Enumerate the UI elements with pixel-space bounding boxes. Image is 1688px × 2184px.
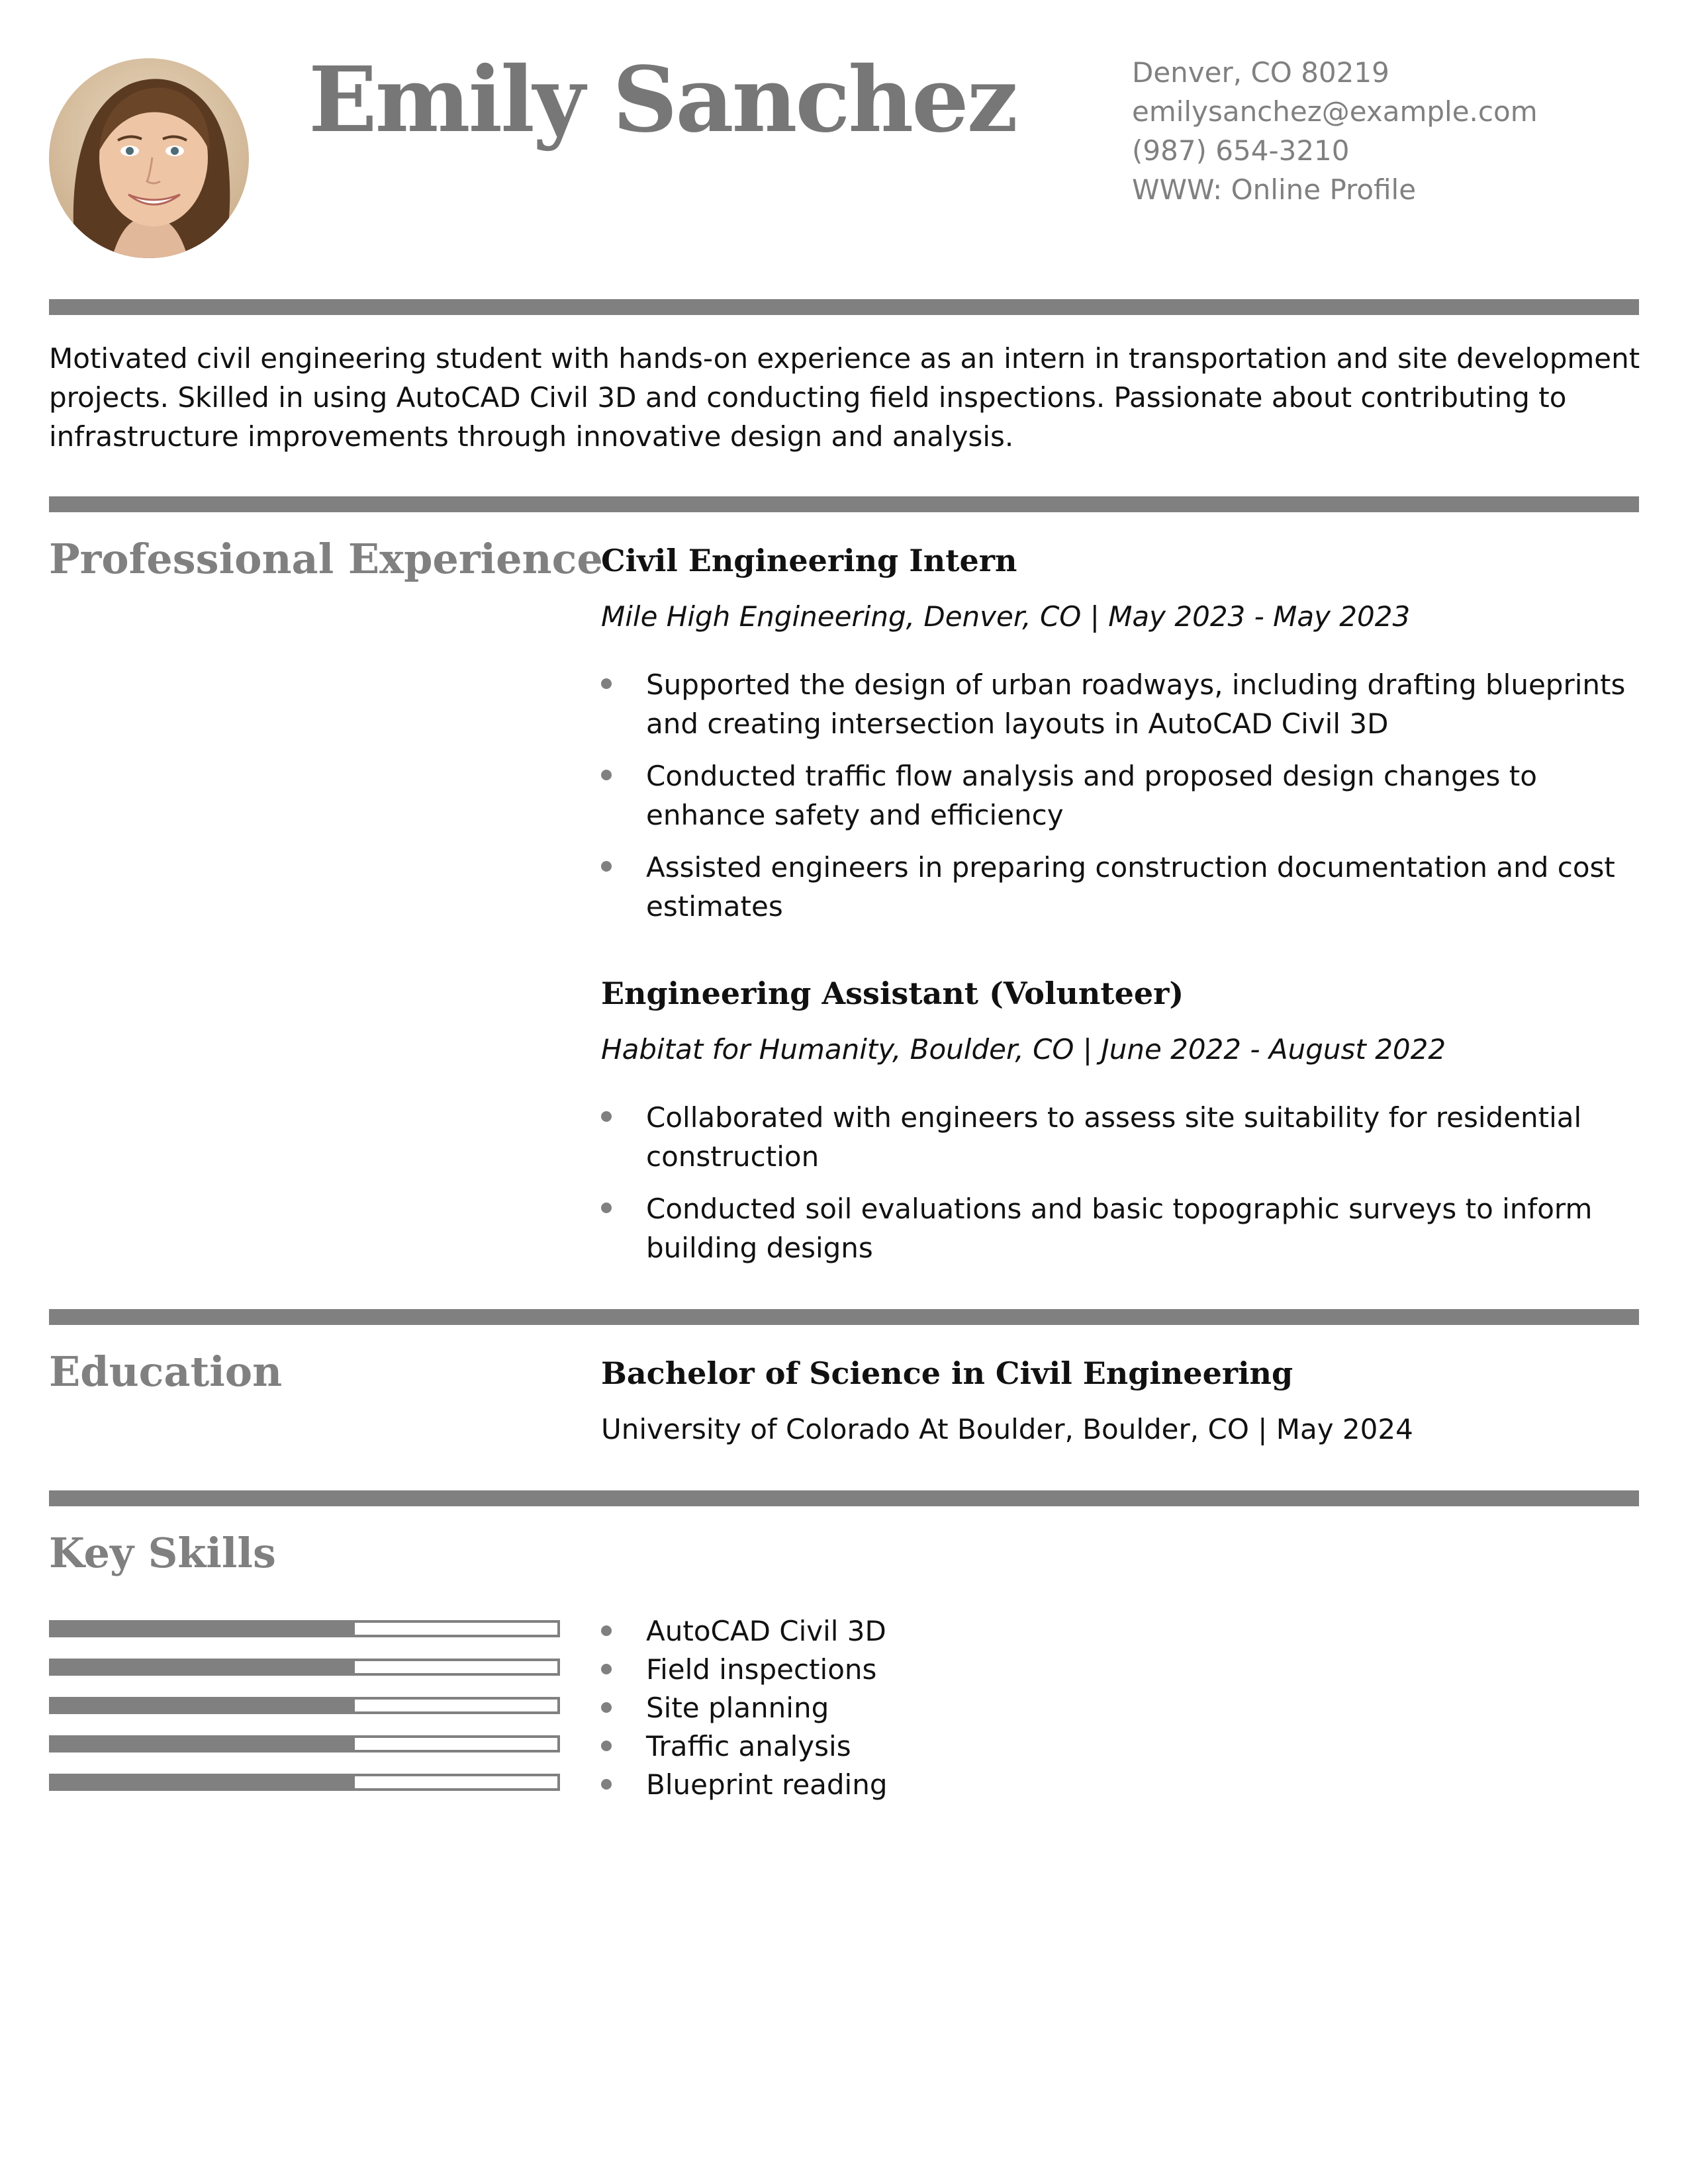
skills-list xyxy=(601,1612,888,1804)
skill-bar xyxy=(49,1659,560,1676)
skill-bar-fill xyxy=(52,1661,355,1673)
job-bullets xyxy=(601,1098,1647,1267)
section-divider xyxy=(49,1490,1639,1506)
skill-bar xyxy=(49,1774,560,1791)
skill-bars xyxy=(49,1620,560,1812)
section-title-skills: Key Skills xyxy=(49,1529,276,1577)
portrait-image xyxy=(49,58,249,258)
candidate-name: Emily Sanchez xyxy=(308,47,1016,153)
skill-bar-fill xyxy=(52,1623,355,1635)
skill-bar-fill xyxy=(52,1700,355,1711)
job-entry xyxy=(601,974,1647,1281)
skill-item: AutoCAD Civil 3D xyxy=(601,1612,888,1651)
education-entry xyxy=(601,1354,1647,1449)
job-subtitle: Habitat for Humanity, Boulder, CO | June 2022 - August 2022 xyxy=(601,1032,1446,1066)
section-divider xyxy=(49,1309,1639,1325)
skill-item: Field inspections xyxy=(601,1651,888,1689)
degree-title: Bachelor of Science in Civil Engineering xyxy=(601,1355,1293,1391)
job-title: Civil Engineering Intern xyxy=(601,543,1017,578)
section-title-experience: Professional Experience xyxy=(49,535,603,583)
skill-item: Blueprint reading xyxy=(601,1766,888,1804)
section-divider xyxy=(49,496,1639,512)
list-item: Assisted engineers in preparing construction documentation and cost estimates xyxy=(601,848,1647,926)
section-title-education: Education xyxy=(49,1347,283,1396)
job-bullets xyxy=(601,665,1647,926)
skill-bar xyxy=(49,1735,560,1752)
profile-photo xyxy=(49,58,249,258)
section-divider xyxy=(49,299,1639,315)
skill-bar-fill xyxy=(52,1738,355,1750)
skill-item: Site planning xyxy=(601,1689,888,1727)
skill-bar xyxy=(49,1697,560,1714)
skill-bar-fill xyxy=(52,1776,355,1788)
list-item: Supported the design of urban roadways, including drafting blueprints and creating intersection layouts in AutoCAD Civil 3D xyxy=(601,665,1647,743)
skill-bar xyxy=(49,1620,560,1637)
contact-phone[interactable]: (987) 654-3210 xyxy=(1132,134,1350,167)
contact-email[interactable]: emilysanchez@example.com xyxy=(1132,95,1538,128)
list-item: Conducted traffic flow analysis and proposed design changes to enhance safety and efficiency xyxy=(601,756,1647,835)
job-entry xyxy=(601,541,1647,939)
job-subtitle: Mile High Engineering, Denver, CO | May 2023 - May 2023 xyxy=(601,600,1411,633)
contact-block xyxy=(1132,53,1538,209)
summary-paragraph: Motivated civil engineering student with hands-on experience as an intern in transportation and site development projects. Skilled in using AutoCAD Civil 3D and conducting field inspections. Passionate about contributing to infrastructure improvements through innovative design and analysis. xyxy=(49,342,1640,453)
job-title: Engineering Assistant (Volunteer) xyxy=(601,976,1184,1011)
skill-item: Traffic analysis xyxy=(601,1727,888,1766)
contact-address: Denver, CO 80219 xyxy=(1132,56,1389,89)
list-item: Collaborated with engineers to assess site suitability for residential construction xyxy=(601,1098,1647,1176)
education-detail: University of Colorado At Boulder, Boulder, CO | May 2024 xyxy=(601,1412,1413,1445)
list-item: Conducted soil evaluations and basic topographic surveys to inform building designs xyxy=(601,1189,1647,1267)
contact-website[interactable]: WWW: Online Profile xyxy=(1132,173,1417,206)
